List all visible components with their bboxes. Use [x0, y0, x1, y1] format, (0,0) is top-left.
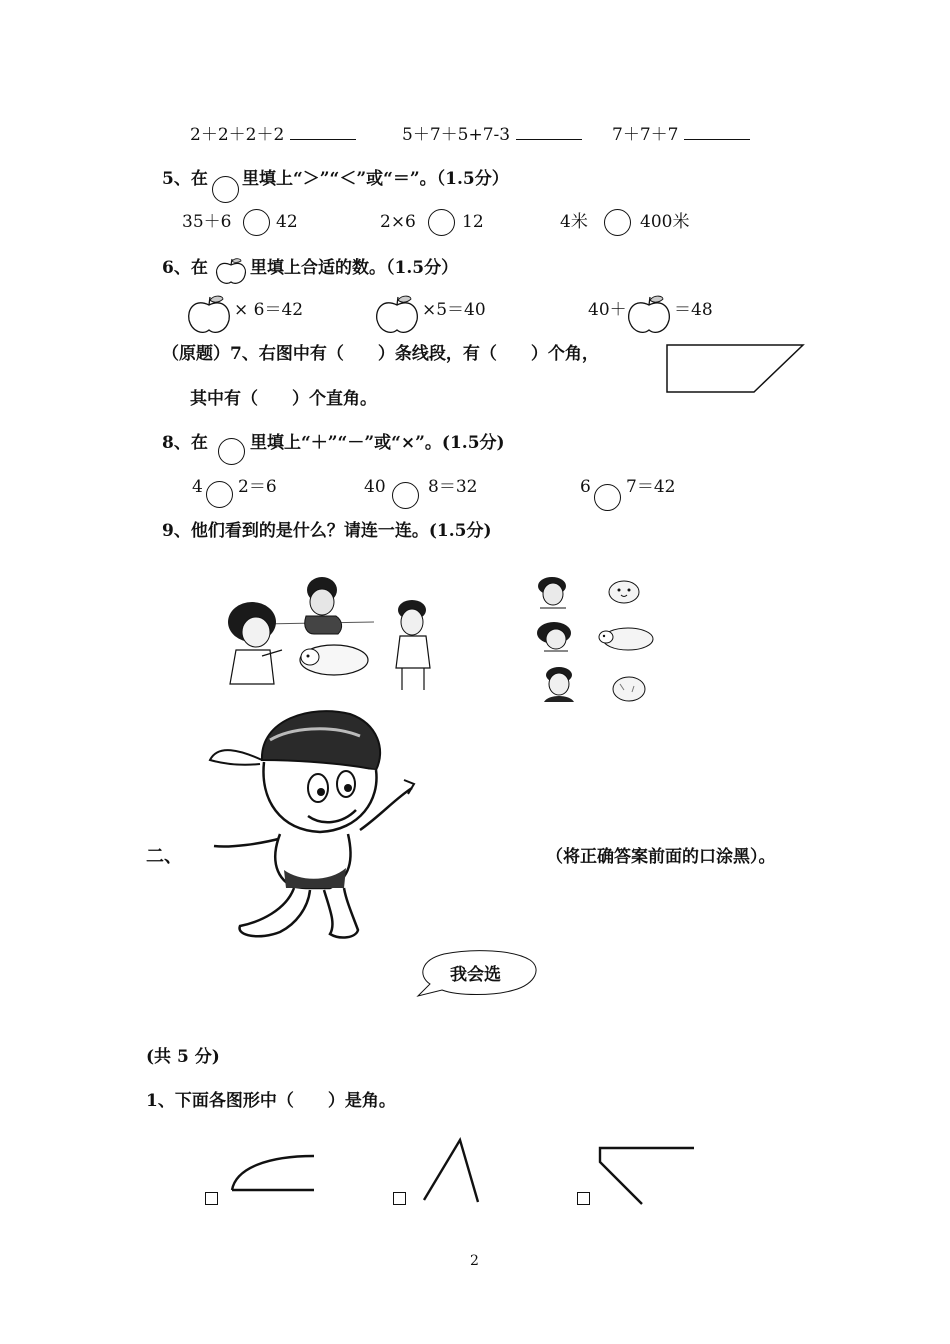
answer-blank[interactable]: [516, 123, 582, 140]
speech-bubble-text: 我会选: [450, 965, 501, 985]
q9-text: 9、他们看到的是什么？请连一连。(1.5分): [162, 521, 492, 541]
section-2-number: 二、: [146, 846, 182, 867]
q5-item-3-right: 400米: [640, 212, 690, 232]
q8-item-3-left: 6: [580, 477, 591, 497]
option-checkbox-3[interactable]: [577, 1192, 590, 1205]
answer-blank[interactable]: [684, 123, 750, 140]
q8-prefix: 8、在: [162, 433, 208, 453]
q6-item-3-right: ＝48: [674, 300, 713, 320]
q5-item-2-left: 2×6: [380, 212, 416, 232]
compare-circle-3[interactable]: [604, 209, 631, 236]
q8-item-3-right: 7＝42: [626, 477, 676, 497]
circle-icon: [218, 438, 245, 465]
face-option-1[interactable]: [534, 576, 574, 608]
q8-item-2-left: 40: [364, 477, 386, 497]
apple-icon: [214, 258, 248, 286]
option-checkbox-2[interactable]: [393, 1192, 406, 1205]
q4-expr-1: 2＋2＋2＋2: [190, 123, 356, 146]
operator-circle-1[interactable]: [206, 481, 233, 508]
face-option-2[interactable]: [534, 621, 576, 653]
face-option-3[interactable]: [540, 666, 578, 702]
q5-item-1-right: 42: [276, 212, 298, 232]
q4-expr-2: 5＋7＋5+7-3: [402, 123, 582, 146]
q4-expr-3: 7＋7＋7: [612, 123, 750, 146]
operator-circle-3[interactable]: [594, 484, 621, 511]
q6-text: 里填上合适的数。（1.5分）: [250, 258, 459, 278]
guinea-pig-back-view[interactable]: [610, 674, 648, 704]
children-observing-guinea-pig-illustration: [222, 572, 444, 696]
q5-item-2-right: 12: [462, 212, 484, 232]
q6-item-1-right: × 6＝42: [234, 300, 304, 320]
compare-circle-2[interactable]: [428, 209, 455, 236]
q5-item-3-left: 4米: [560, 212, 588, 232]
operator-circle-2[interactable]: [392, 482, 419, 509]
apple-icon[interactable]: [374, 296, 420, 336]
page-number: 2: [470, 1253, 479, 1269]
answer-blank[interactable]: [290, 123, 356, 140]
q8-item-1-left: 4: [192, 477, 203, 497]
apple-icon[interactable]: [186, 296, 232, 336]
q6-item-2-right: ×5＝40: [422, 300, 486, 320]
angle-figure: [420, 1136, 484, 1204]
q8-item-2-right: 8＝32: [428, 477, 478, 497]
q7-line-2: 其中有（ ）个直角。: [190, 389, 377, 409]
q6-prefix: 6、在: [162, 258, 208, 278]
s2-q1-text: 1、下面各图形中（ ）是角。: [146, 1091, 396, 1111]
q7-line-1: （原题）7、右图中有（ ）条线段，有（ ）个角，: [162, 344, 599, 364]
q5-prefix: 5、在: [162, 169, 208, 189]
option-checkbox-1[interactable]: [205, 1192, 218, 1205]
q8-item-1-right: 2＝6: [238, 477, 277, 497]
apple-icon[interactable]: [626, 296, 672, 336]
guinea-pig-front-view[interactable]: [606, 578, 642, 606]
section-2-score: (共 5 分): [146, 1047, 220, 1067]
q8-text: 里填上“＋”“－”或“×”。(1.5分): [250, 433, 505, 453]
mascot-pointing-illustration: [200, 700, 420, 944]
trapezoid-figure: [666, 344, 806, 394]
q6-item-3-left: 40＋: [588, 300, 627, 320]
bent-line-figure: [594, 1144, 698, 1208]
guinea-pig-side-view[interactable]: [596, 624, 656, 652]
section-2-instruction: （将正确答案前面的口涂黑）。: [546, 847, 776, 867]
q5-text: 里填上“＞”“＜”或“＝”。（1.5分）: [242, 169, 509, 189]
q5-item-1-left: 35＋6: [182, 212, 232, 232]
circle-icon: [212, 176, 239, 203]
arc-figure: [228, 1152, 318, 1196]
compare-circle-1[interactable]: [243, 209, 270, 236]
